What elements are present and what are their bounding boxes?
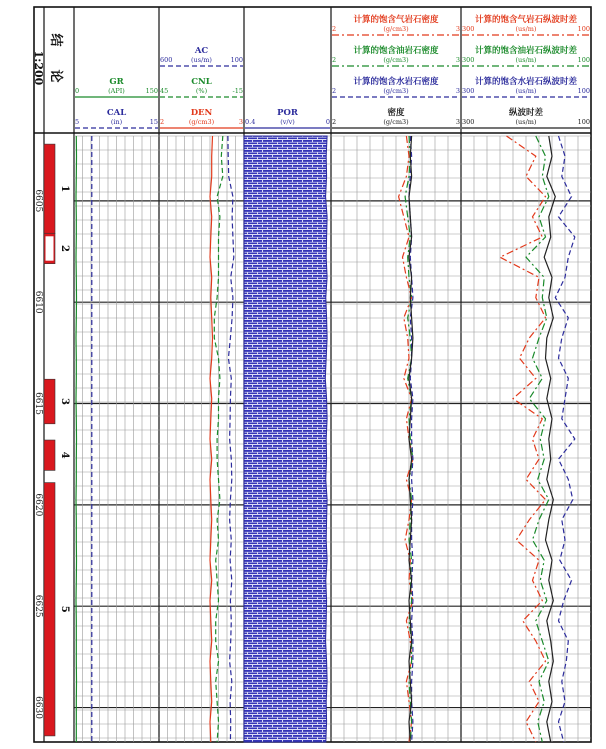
header-gr-name: CAL	[106, 108, 127, 118]
header-ac_calc-unit: (us/m)	[515, 25, 537, 33]
zone-4-bar	[44, 440, 55, 470]
header-density-unit: (g/cm3)	[383, 118, 409, 126]
header-ac-left: 600	[160, 56, 173, 64]
header-por-name: POR	[277, 108, 298, 118]
depth-tick-label: 6615	[33, 392, 43, 415]
header-density-name: 计算的饱含气岩石密度	[353, 15, 439, 25]
header-density-name: 计算的饱含油岩石密度	[353, 46, 439, 56]
header-por-right: 0	[325, 118, 330, 126]
header-ac-right: -15	[232, 87, 243, 95]
conclusion-label: 结	[48, 33, 63, 47]
header-ac_calc-unit: (us/m)	[515, 118, 537, 126]
header-ac-unit: (%)	[195, 87, 208, 95]
header-ac_calc-right: 100	[577, 118, 590, 126]
curve-ac-DEN	[210, 136, 213, 742]
conclusion-label: 论	[48, 69, 63, 83]
header-density-unit: (g/cm3)	[383, 25, 409, 33]
zone-3-bar	[44, 379, 55, 424]
header-density-left: 2	[332, 56, 337, 64]
zone-5-bar	[44, 483, 55, 736]
header-ac_calc-right: 100	[577, 25, 590, 33]
header-density-name: 密度	[387, 108, 405, 118]
header-ac-name: DEN	[190, 108, 213, 118]
header-por-left: 0.4	[245, 118, 256, 126]
curve-ac_calc-气	[500, 136, 546, 742]
depth-tick-label: 6620	[33, 493, 43, 517]
zone-3-label: 3	[59, 398, 70, 405]
header-density-name: 计算的饱含水岩石密度	[353, 77, 439, 87]
header-gr-right: 150	[145, 87, 158, 95]
header-ac-unit: (us/m)	[191, 56, 212, 64]
header-gr-name: GR	[109, 77, 124, 87]
header-density-left: 2	[332, 25, 337, 33]
header-por-unit: (v/v)	[280, 118, 295, 126]
depth-tick-label: 6610	[33, 290, 43, 314]
header-ac-left: 2	[160, 118, 165, 126]
header-gr-left: 0	[75, 87, 80, 95]
curve-ac_calc-纵波时差	[544, 136, 555, 742]
depth-tick-label: 6625	[33, 594, 43, 618]
header-ac-unit: (g/cm3)	[188, 118, 215, 126]
zone-5-label: 5	[59, 605, 70, 613]
depth-tick-label: 6605	[33, 189, 43, 213]
header-ac_calc-right: 100	[577, 56, 590, 64]
header-gr-left: 5	[75, 118, 80, 126]
header-density-left: 2	[332, 87, 337, 95]
zone-4-label: 4	[59, 451, 70, 459]
header-ac_calc-unit: (us/m)	[515, 56, 537, 64]
header-ac_calc-name: 计算的饱含气岩石纵波时差	[474, 15, 578, 25]
header-gr-right: 15	[149, 118, 158, 126]
header-ac_calc-left: 300	[462, 87, 475, 95]
header-density-right: 3	[455, 87, 460, 95]
header-ac-name: AC	[194, 46, 209, 56]
header-gr-unit: (API)	[108, 87, 125, 95]
header-density-right: 3	[455, 56, 460, 64]
header-ac-right: 100	[230, 56, 243, 64]
zone-1-label: 1	[59, 185, 70, 193]
header-ac_calc-right: 100	[577, 87, 590, 95]
zone-2-bar-gap	[46, 236, 54, 260]
curve-gr-GR	[76, 136, 77, 742]
header-density-right: 3	[455, 25, 460, 33]
depth-tick-label: 6630	[33, 696, 43, 719]
header-density-unit: (g/cm3)	[383, 87, 409, 95]
zone-2-label: 2	[59, 245, 70, 252]
header-ac_calc-name: 计算的饱含水岩石纵波时差	[474, 77, 578, 87]
header-ac_calc-name: 纵波时差	[508, 108, 544, 118]
header-density-left: 2	[332, 118, 337, 126]
scale-label: 1:200	[32, 50, 45, 86]
header-gr-unit: (in)	[110, 118, 123, 126]
header-ac-left: 45	[160, 87, 169, 95]
header-ac_calc-unit: (us/m)	[515, 87, 537, 95]
header-ac_calc-name: 计算的饱含油岩石纵波时差	[474, 46, 578, 56]
header-ac_calc-left: 300	[462, 56, 475, 64]
header-ac_calc-left: 300	[462, 25, 475, 33]
header-ac-right: 3	[238, 118, 243, 126]
header-density-right: 3	[455, 118, 460, 126]
curve-ac-AC	[228, 136, 234, 742]
zone-1-bar	[44, 144, 55, 233]
header-ac_calc-left: 300	[462, 118, 475, 126]
header-ac-name: CNL	[191, 77, 212, 87]
header-density-unit: (g/cm3)	[383, 56, 409, 64]
curve-por-POR-fill	[244, 136, 327, 742]
